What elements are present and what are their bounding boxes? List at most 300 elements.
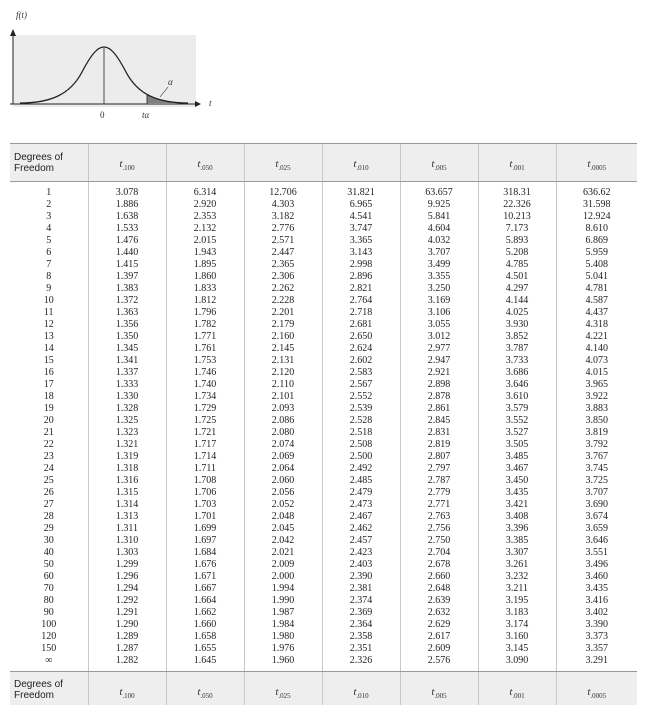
critical-value-cell: 12.924 bbox=[556, 211, 637, 223]
critical-value-cell: 2.861 bbox=[400, 403, 478, 415]
df-cell: 100 bbox=[41, 618, 57, 630]
t-alpha-label: tα bbox=[142, 110, 150, 120]
critical-value-cell: 2.132 bbox=[166, 223, 244, 235]
critical-value-cell: 1.318 bbox=[88, 463, 166, 475]
critical-value-cell: 2.977 bbox=[400, 343, 478, 355]
table-row bbox=[10, 283, 637, 295]
critical-value-cell: 2.632 bbox=[400, 607, 478, 619]
table-row bbox=[10, 187, 637, 199]
critical-value-cell: 2.045 bbox=[244, 523, 322, 535]
df-header-line: Freedom bbox=[14, 162, 55, 174]
table-row bbox=[10, 319, 637, 331]
critical-value-cell: 1.994 bbox=[244, 583, 322, 595]
column-header-alpha: .050 bbox=[200, 692, 213, 701]
critical-value-cell: 2.539 bbox=[322, 403, 400, 415]
critical-value-cell: 2.485 bbox=[322, 475, 400, 487]
critical-value-cell: 1.303 bbox=[88, 547, 166, 559]
y-axis-label: f(t) bbox=[16, 10, 27, 20]
df-cell: 70 bbox=[43, 582, 54, 594]
bottom-column-header bbox=[556, 672, 637, 705]
t-distribution-figure bbox=[0, 0, 260, 130]
bottom-degrees-of-freedom-header bbox=[10, 672, 88, 705]
critical-value-cell: 5.841 bbox=[400, 211, 478, 223]
table-row bbox=[10, 463, 637, 475]
df-cell: 8 bbox=[46, 270, 52, 282]
critical-value-cell: 3.408 bbox=[478, 511, 556, 523]
critical-value-cell: 2.571 bbox=[244, 235, 322, 247]
critical-value-cell: 1.676 bbox=[166, 559, 244, 571]
critical-value-cell: 3.690 bbox=[556, 499, 637, 511]
critical-value-cell: 3.373 bbox=[556, 631, 637, 643]
df-cell: 90 bbox=[43, 606, 54, 618]
critical-value-cell: 1.746 bbox=[166, 367, 244, 379]
critical-value-cell: 2.364 bbox=[322, 619, 400, 631]
critical-value-cell: 1.372 bbox=[88, 295, 166, 307]
critical-value-cell: 1.703 bbox=[166, 499, 244, 511]
critical-value-cell: 3.250 bbox=[400, 283, 478, 295]
critical-value-cell: 63.657 bbox=[400, 187, 478, 199]
column-header-alpha: .100 bbox=[122, 692, 135, 701]
critical-value-cell: 1.311 bbox=[88, 523, 166, 535]
critical-value-cell: 2.629 bbox=[400, 619, 478, 631]
critical-value-cell: 1.337 bbox=[88, 367, 166, 379]
critical-value-cell: 1.310 bbox=[88, 535, 166, 547]
table-row bbox=[10, 271, 637, 283]
critical-value-cell: 3.787 bbox=[478, 343, 556, 355]
df-cell: 21 bbox=[43, 426, 54, 438]
critical-value-cell: 2.831 bbox=[400, 427, 478, 439]
critical-value-cell: 2.369 bbox=[322, 607, 400, 619]
table-row bbox=[10, 475, 637, 487]
critical-value-cell: 3.552 bbox=[478, 415, 556, 427]
top-column-header bbox=[322, 144, 400, 182]
critical-value-cell: 22.326 bbox=[478, 199, 556, 211]
critical-value-cell: 3.965 bbox=[556, 379, 637, 391]
critical-value-cell: 31.598 bbox=[556, 199, 637, 211]
critical-value-cell: 3.435 bbox=[478, 487, 556, 499]
critical-value-cell: 1.325 bbox=[88, 415, 166, 427]
critical-value-cell: 4.541 bbox=[322, 211, 400, 223]
column-header-t: t bbox=[275, 685, 279, 698]
critical-value-cell: 1.812 bbox=[166, 295, 244, 307]
critical-value-cell: 5.208 bbox=[478, 247, 556, 259]
column-header-alpha: .005 bbox=[434, 164, 447, 173]
critical-value-cell: 3.416 bbox=[556, 595, 637, 607]
critical-value-cell: 4.303 bbox=[244, 199, 322, 211]
critical-value-cell: 2.583 bbox=[322, 367, 400, 379]
critical-value-cell: 2.403 bbox=[322, 559, 400, 571]
top-column-header bbox=[400, 144, 478, 182]
critical-value-cell: 8.610 bbox=[556, 223, 637, 235]
critical-value-cell: 3.291 bbox=[556, 655, 637, 667]
critical-value-cell: 1.782 bbox=[166, 319, 244, 331]
bottom-column-header bbox=[166, 672, 244, 705]
critical-value-cell: 1.662 bbox=[166, 607, 244, 619]
df-cell: 27 bbox=[43, 498, 54, 510]
critical-value-cell: 2.624 bbox=[322, 343, 400, 355]
critical-value-cell: 2.479 bbox=[322, 487, 400, 499]
critical-value-cell: 1.319 bbox=[88, 451, 166, 463]
table-body bbox=[10, 182, 637, 672]
df-header-line: Degrees of bbox=[14, 151, 63, 163]
critical-value-cell: 2.326 bbox=[322, 655, 400, 667]
critical-value-cell: 5.893 bbox=[478, 235, 556, 247]
table-row bbox=[10, 583, 637, 595]
critical-value-cell: 2.518 bbox=[322, 427, 400, 439]
critical-value-cell: 2.528 bbox=[322, 415, 400, 427]
critical-value-cell: 2.015 bbox=[166, 235, 244, 247]
critical-value-cell: 31.821 bbox=[322, 187, 400, 199]
critical-value-cell: 1.960 bbox=[244, 655, 322, 667]
critical-value-cell: 2.093 bbox=[244, 403, 322, 415]
critical-value-cell: 2.462 bbox=[322, 523, 400, 535]
df-cell: 7 bbox=[46, 258, 52, 270]
critical-value-cell: 4.144 bbox=[478, 295, 556, 307]
critical-value-cell: 2.797 bbox=[400, 463, 478, 475]
critical-value-cell: 2.358 bbox=[322, 631, 400, 643]
critical-value-cell: 3.211 bbox=[478, 583, 556, 595]
critical-value-cell: 3.390 bbox=[556, 619, 637, 631]
critical-value-cell: 1.282 bbox=[88, 655, 166, 667]
df-cell: 29 bbox=[43, 522, 54, 534]
critical-value-cell: 2.602 bbox=[322, 355, 400, 367]
critical-value-cell: 2.306 bbox=[244, 271, 322, 283]
critical-value-cell: 3.883 bbox=[556, 403, 637, 415]
critical-value-cell: 2.064 bbox=[244, 463, 322, 475]
critical-value-cell: 5.041 bbox=[556, 271, 637, 283]
table-row bbox=[10, 499, 637, 511]
critical-value-cell: 6.869 bbox=[556, 235, 637, 247]
critical-value-cell: 2.457 bbox=[322, 535, 400, 547]
top-degrees-of-freedom-header bbox=[10, 144, 88, 182]
critical-value-cell: 1.356 bbox=[88, 319, 166, 331]
critical-value-cell: 3.357 bbox=[556, 643, 637, 655]
critical-value-cell: 3.402 bbox=[556, 607, 637, 619]
critical-value-cell: 2.201 bbox=[244, 307, 322, 319]
critical-value-cell: 3.707 bbox=[556, 487, 637, 499]
critical-value-cell: 4.437 bbox=[556, 307, 637, 319]
critical-value-cell: 2.609 bbox=[400, 643, 478, 655]
critical-value-cell: 2.576 bbox=[400, 655, 478, 667]
critical-value-cell: 3.747 bbox=[322, 223, 400, 235]
critical-value-cell: 3.725 bbox=[556, 475, 637, 487]
critical-value-cell: 1.980 bbox=[244, 631, 322, 643]
table-row bbox=[10, 607, 637, 619]
critical-value-cell: 12.706 bbox=[244, 187, 322, 199]
critical-value-cell: 1.341 bbox=[88, 355, 166, 367]
df-cell: 2 bbox=[46, 198, 52, 210]
bottom-header-row bbox=[10, 672, 637, 705]
critical-value-cell: 2.678 bbox=[400, 559, 478, 571]
critical-value-cell: 1.697 bbox=[166, 535, 244, 547]
df-cell: 28 bbox=[43, 510, 54, 522]
critical-value-cell: 2.351 bbox=[322, 643, 400, 655]
critical-value-cell: 2.423 bbox=[322, 547, 400, 559]
critical-value-cell: 1.333 bbox=[88, 379, 166, 391]
critical-value-cell: 1.397 bbox=[88, 271, 166, 283]
critical-value-cell: 3.078 bbox=[88, 187, 166, 199]
critical-value-cell: 2.353 bbox=[166, 211, 244, 223]
column-header-t: t bbox=[431, 685, 435, 698]
critical-value-cell: 4.025 bbox=[478, 307, 556, 319]
critical-value-cell: 3.160 bbox=[478, 631, 556, 643]
critical-value-cell: 2.898 bbox=[400, 379, 478, 391]
critical-value-cell: 4.785 bbox=[478, 259, 556, 271]
critical-value-cell: 1.740 bbox=[166, 379, 244, 391]
critical-value-cell: 3.365 bbox=[322, 235, 400, 247]
critical-value-cell: 2.374 bbox=[322, 595, 400, 607]
critical-value-cell: 3.930 bbox=[478, 319, 556, 331]
critical-value-cell: 2.120 bbox=[244, 367, 322, 379]
critical-value-cell: 3.767 bbox=[556, 451, 637, 463]
critical-value-cell: 2.492 bbox=[322, 463, 400, 475]
critical-value-cell: 1.645 bbox=[166, 655, 244, 667]
critical-value-cell: 1.667 bbox=[166, 583, 244, 595]
df-cell: 120 bbox=[41, 630, 57, 642]
critical-value-cell: 2.878 bbox=[400, 391, 478, 403]
column-header-alpha: .010 bbox=[356, 692, 369, 701]
x-axis-arrow-icon bbox=[195, 101, 201, 107]
zero-label: 0 bbox=[100, 110, 105, 120]
df-cell: 6 bbox=[46, 246, 52, 258]
df-cell: 40 bbox=[43, 546, 54, 558]
table-row bbox=[10, 439, 637, 451]
critical-value-cell: 1.711 bbox=[166, 463, 244, 475]
critical-value-cell: 2.617 bbox=[400, 631, 478, 643]
critical-value-cell: 3.195 bbox=[478, 595, 556, 607]
df-cell: 17 bbox=[43, 378, 54, 390]
table-row bbox=[10, 511, 637, 523]
df-cell: 10 bbox=[43, 294, 54, 306]
critical-value-cell: 1.886 bbox=[88, 199, 166, 211]
df-cell: 19 bbox=[43, 402, 54, 414]
critical-value-cell: 1.708 bbox=[166, 475, 244, 487]
critical-value-cell: 2.756 bbox=[400, 523, 478, 535]
df-cell: 20 bbox=[43, 414, 54, 426]
critical-value-cell: 10.213 bbox=[478, 211, 556, 223]
df-cell: 25 bbox=[43, 474, 54, 486]
critical-value-cell: 3.467 bbox=[478, 463, 556, 475]
bottom-column-header bbox=[322, 672, 400, 705]
critical-value-cell: 2.639 bbox=[400, 595, 478, 607]
df-cell: 16 bbox=[43, 366, 54, 378]
critical-value-cell: 4.318 bbox=[556, 319, 637, 331]
column-header-t: t bbox=[197, 685, 201, 698]
df-cell: 60 bbox=[43, 570, 54, 582]
table-row bbox=[10, 199, 637, 211]
critical-value-cell: 5.959 bbox=[556, 247, 637, 259]
critical-value-cell: 3.174 bbox=[478, 619, 556, 631]
critical-value-cell: 636.62 bbox=[556, 187, 637, 199]
top-column-header bbox=[244, 144, 322, 182]
column-header-t: t bbox=[119, 158, 123, 171]
critical-value-cell: 2.763 bbox=[400, 511, 478, 523]
critical-value-cell: 2.704 bbox=[400, 547, 478, 559]
critical-value-cell: 2.473 bbox=[322, 499, 400, 511]
column-header-alpha: .010 bbox=[356, 164, 369, 173]
critical-value-cell: 1.860 bbox=[166, 271, 244, 283]
critical-value-cell: 3.579 bbox=[478, 403, 556, 415]
table-row bbox=[10, 619, 637, 631]
critical-value-cell: 3.090 bbox=[478, 655, 556, 667]
critical-value-cell: 2.921 bbox=[400, 367, 478, 379]
critical-value-cell: 2.160 bbox=[244, 331, 322, 343]
critical-value-cell: 3.733 bbox=[478, 355, 556, 367]
critical-value-cell: 1.314 bbox=[88, 499, 166, 511]
critical-value-cell: 5.408 bbox=[556, 259, 637, 271]
critical-value-cell: 3.396 bbox=[478, 523, 556, 535]
critical-value-cell: 2.567 bbox=[322, 379, 400, 391]
critical-value-cell: 3.421 bbox=[478, 499, 556, 511]
table-row bbox=[10, 379, 637, 391]
df-cell: 26 bbox=[43, 486, 54, 498]
df-cell: 13 bbox=[43, 330, 54, 342]
table-row bbox=[10, 355, 637, 367]
critical-value-cell: 2.365 bbox=[244, 259, 322, 271]
critical-value-cell: 4.587 bbox=[556, 295, 637, 307]
critical-value-cell: 3.646 bbox=[478, 379, 556, 391]
critical-value-cell: 3.792 bbox=[556, 439, 637, 451]
top-column-header bbox=[478, 144, 556, 182]
critical-value-cell: 4.781 bbox=[556, 283, 637, 295]
critical-value-cell: 7.173 bbox=[478, 223, 556, 235]
critical-value-cell: 2.896 bbox=[322, 271, 400, 283]
top-column-header bbox=[556, 144, 637, 182]
critical-value-cell: 2.390 bbox=[322, 571, 400, 583]
df-cell: ∞ bbox=[45, 654, 53, 666]
df-cell: 22 bbox=[43, 438, 54, 450]
table-row bbox=[10, 571, 637, 583]
critical-value-cell: 3.106 bbox=[400, 307, 478, 319]
table-row bbox=[10, 487, 637, 499]
df-cell: 150 bbox=[41, 642, 57, 654]
critical-value-cell: 1.717 bbox=[166, 439, 244, 451]
critical-value-cell: 2.821 bbox=[322, 283, 400, 295]
critical-value-cell: 1.323 bbox=[88, 427, 166, 439]
table-row bbox=[10, 535, 637, 547]
critical-value-cell: 2.660 bbox=[400, 571, 478, 583]
critical-value-cell: 2.262 bbox=[244, 283, 322, 295]
critical-value-cell: 1.291 bbox=[88, 607, 166, 619]
table-row bbox=[10, 523, 637, 535]
critical-value-cell: 1.345 bbox=[88, 343, 166, 355]
table-row bbox=[10, 367, 637, 379]
critical-value-cell: 1.350 bbox=[88, 331, 166, 343]
critical-value-cell: 1.440 bbox=[88, 247, 166, 259]
table-row bbox=[10, 403, 637, 415]
critical-value-cell: 3.450 bbox=[478, 475, 556, 487]
critical-value-cell: 3.496 bbox=[556, 559, 637, 571]
critical-value-cell: 2.009 bbox=[244, 559, 322, 571]
df-cell: 23 bbox=[43, 450, 54, 462]
critical-value-cell: 2.101 bbox=[244, 391, 322, 403]
column-header-alpha: .100 bbox=[122, 164, 135, 173]
critical-value-cell: 2.467 bbox=[322, 511, 400, 523]
table-row bbox=[10, 307, 637, 319]
column-header-t: t bbox=[509, 685, 513, 698]
critical-value-cell: 1.761 bbox=[166, 343, 244, 355]
table-row bbox=[10, 235, 637, 247]
critical-value-cell: 3.145 bbox=[478, 643, 556, 655]
top-column-header bbox=[166, 144, 244, 182]
critical-value-cell: 1.987 bbox=[244, 607, 322, 619]
critical-value-cell: 1.290 bbox=[88, 619, 166, 631]
critical-value-cell: 1.660 bbox=[166, 619, 244, 631]
critical-value-cell: 1.383 bbox=[88, 283, 166, 295]
critical-value-cell: 1.796 bbox=[166, 307, 244, 319]
column-header-t: t bbox=[197, 158, 201, 171]
critical-value-cell: 9.925 bbox=[400, 199, 478, 211]
critical-value-cell: 2.764 bbox=[322, 295, 400, 307]
critical-value-cell: 2.228 bbox=[244, 295, 322, 307]
table-row bbox=[10, 343, 637, 355]
critical-value-cell: 2.069 bbox=[244, 451, 322, 463]
critical-value-cell: 3.485 bbox=[478, 451, 556, 463]
critical-value-cell: 2.086 bbox=[244, 415, 322, 427]
table-row bbox=[10, 223, 637, 235]
table-row bbox=[10, 427, 637, 439]
critical-value-cell: 1.714 bbox=[166, 451, 244, 463]
critical-value-cell: 1.664 bbox=[166, 595, 244, 607]
critical-value-cell: 3.460 bbox=[556, 571, 637, 583]
df-header-line: Degrees of bbox=[14, 679, 63, 690]
table-row bbox=[10, 295, 637, 307]
critical-value-cell: 3.527 bbox=[478, 427, 556, 439]
critical-value-cell: 1.729 bbox=[166, 403, 244, 415]
df-cell: 24 bbox=[43, 462, 54, 474]
critical-value-cell: 2.074 bbox=[244, 439, 322, 451]
critical-value-cell: 1.328 bbox=[88, 403, 166, 415]
critical-value-cell: 2.508 bbox=[322, 439, 400, 451]
critical-value-cell: 1.638 bbox=[88, 211, 166, 223]
critical-value-cell: 1.976 bbox=[244, 643, 322, 655]
critical-value-cell: 1.984 bbox=[244, 619, 322, 631]
table-row bbox=[10, 655, 637, 667]
critical-value-cell: 1.753 bbox=[166, 355, 244, 367]
critical-value-cell: 2.771 bbox=[400, 499, 478, 511]
critical-value-cell: 2.718 bbox=[322, 307, 400, 319]
df-cell: 15 bbox=[43, 354, 54, 366]
critical-value-cell: 3.922 bbox=[556, 391, 637, 403]
critical-value-cell: 2.500 bbox=[322, 451, 400, 463]
critical-value-cell: 3.674 bbox=[556, 511, 637, 523]
critical-value-cell: 2.648 bbox=[400, 583, 478, 595]
critical-value-cell: 1.294 bbox=[88, 583, 166, 595]
critical-value-cell: 2.052 bbox=[244, 499, 322, 511]
critical-value-cell: 2.447 bbox=[244, 247, 322, 259]
critical-value-cell: 1.292 bbox=[88, 595, 166, 607]
critical-value-cell: 3.143 bbox=[322, 247, 400, 259]
critical-value-cell: 2.131 bbox=[244, 355, 322, 367]
critical-value-cell: 3.819 bbox=[556, 427, 637, 439]
critical-value-cell: 1.315 bbox=[88, 487, 166, 499]
critical-value-cell: 1.533 bbox=[88, 223, 166, 235]
alpha-label: α bbox=[168, 77, 173, 87]
critical-value-cell: 1.363 bbox=[88, 307, 166, 319]
critical-value-cell: 2.381 bbox=[322, 583, 400, 595]
critical-value-cell: 318.31 bbox=[478, 187, 556, 199]
critical-value-cell: 3.435 bbox=[556, 583, 637, 595]
critical-value-cell: 3.355 bbox=[400, 271, 478, 283]
column-header-t: t bbox=[353, 685, 357, 698]
critical-value-cell: 3.707 bbox=[400, 247, 478, 259]
critical-value-cell: 3.499 bbox=[400, 259, 478, 271]
critical-value-cell: 2.845 bbox=[400, 415, 478, 427]
critical-value-cell: 1.655 bbox=[166, 643, 244, 655]
df-cell: 1 bbox=[46, 186, 52, 198]
critical-value-cell: 6.314 bbox=[166, 187, 244, 199]
df-cell: 80 bbox=[43, 594, 54, 606]
